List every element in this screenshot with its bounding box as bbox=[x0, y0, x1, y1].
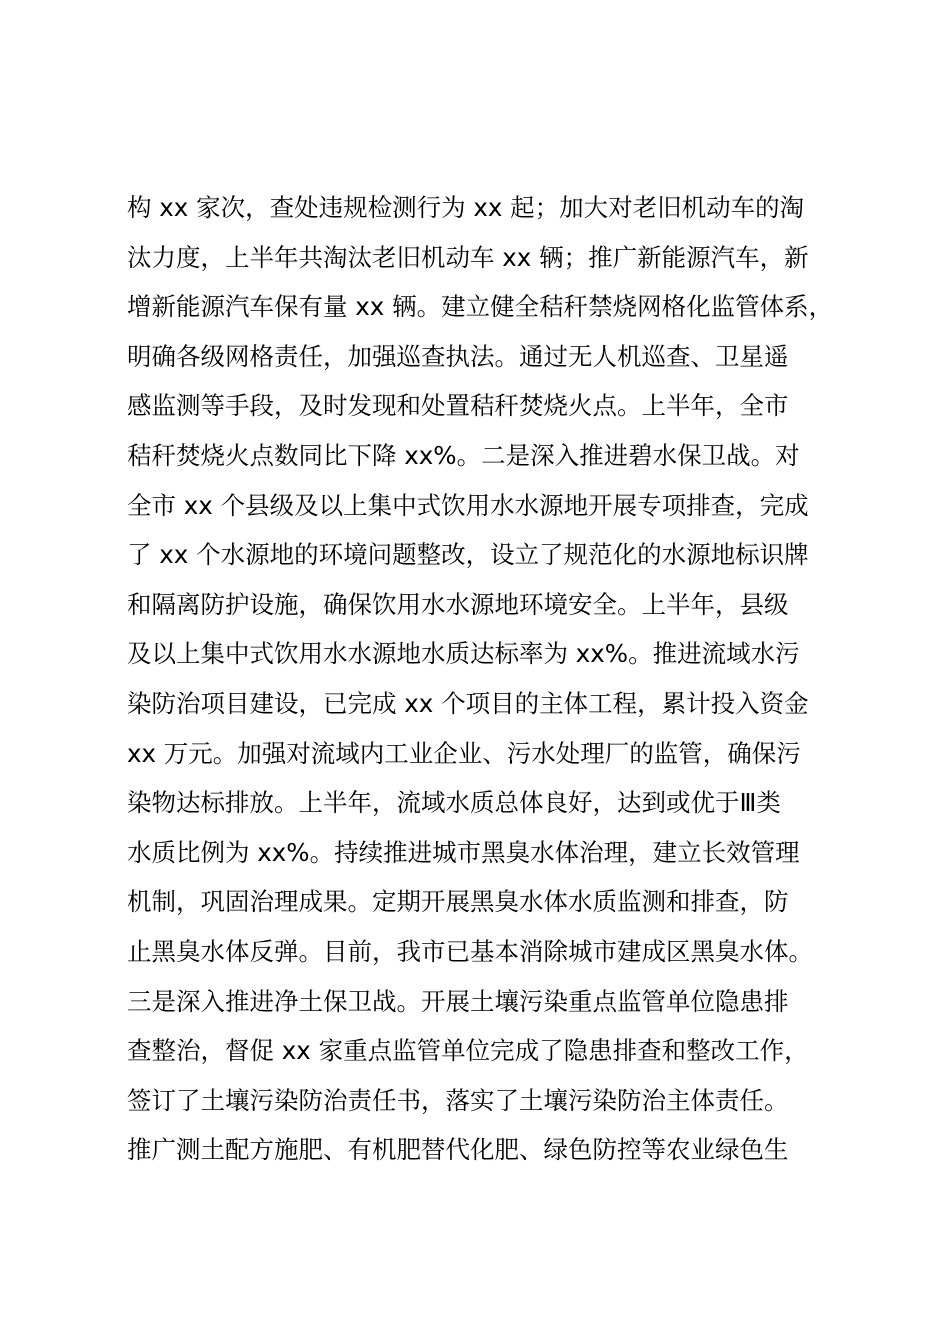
text-line-12: xx 万元。加强对流域内工业企业、污水处理厂的监管，确保污 bbox=[127, 738, 801, 768]
text-line-16: 止黑臭水体反弹。目前，我市已基本消除城市建成区黑臭水体。 bbox=[127, 936, 813, 966]
text-line-14: 水质比例为 xx%。持续推进城市黑臭水体治理，建立长效管理 bbox=[127, 837, 800, 867]
body-text bbox=[127, 183, 857, 1175]
text-line-11: 染防治项目建设，已完成 xx 个项目的主体工程，累计投入资金 bbox=[127, 688, 809, 718]
text-line-18: 查整治，督促 xx 家重点监管单位完成了隐患排查和整改工作， bbox=[127, 1036, 809, 1066]
text-line-13: 染物达标排放。上半年，流域水质总体良好，达到或优于Ⅲ类 bbox=[127, 788, 781, 818]
text-line-6: 秸秆焚烧火点数同比下降 xx%。二是深入推进碧水保卫战。对 bbox=[127, 440, 800, 470]
text-line-4: 明确各级网格责任，加强巡查执法。通过无人机巡查、卫星遥 bbox=[127, 341, 789, 371]
text-line-17: 三是深入推进净土保卫战。开展土壤污染重点监管单位隐患排 bbox=[127, 986, 789, 1016]
text-line-20: 推广测土配方施肥、有机肥替代化肥、绿色防控等农业绿色生 bbox=[127, 1135, 789, 1165]
text-line-19: 签订了土壤污染防治责任书，落实了土壤污染防治主体责任。 bbox=[127, 1085, 789, 1115]
text-line-10: 及以上集中式饮用水水源地水质达标率为 xx%。推进流域水污 bbox=[127, 639, 800, 669]
text-line-2: 汰力度，上半年共淘汰老旧机动车 xx 辆；推广新能源汽车，新 bbox=[127, 242, 809, 272]
text-line-15: 机制，巩固治理成果。定期开展黑臭水体水质监测和排查，防 bbox=[127, 887, 789, 917]
text-line-9: 和隔离防护设施，确保饮用水水源地环境安全。上半年，县级 bbox=[127, 589, 789, 619]
text-line-1: 构 xx 家次，查处违规检测行为 xx 起；加大对老旧机动车的淘 bbox=[127, 193, 805, 222]
text-line-8: 了 xx 个水源地的环境问题整改，设立了规范化的水源地标识牌 bbox=[127, 540, 809, 570]
text-line-5: 感监测等手段，及时发现和处置秸秆焚烧火点。上半年，全市 bbox=[127, 391, 789, 421]
text-line-3: 增新能源汽车保有量 xx 辆。建立健全秸秆禁烧网格化监管体系， bbox=[127, 292, 834, 322]
text-line-7: 全市 xx 个县级及以上集中式饮用水水源地开展专项排查，完成 bbox=[127, 490, 809, 520]
